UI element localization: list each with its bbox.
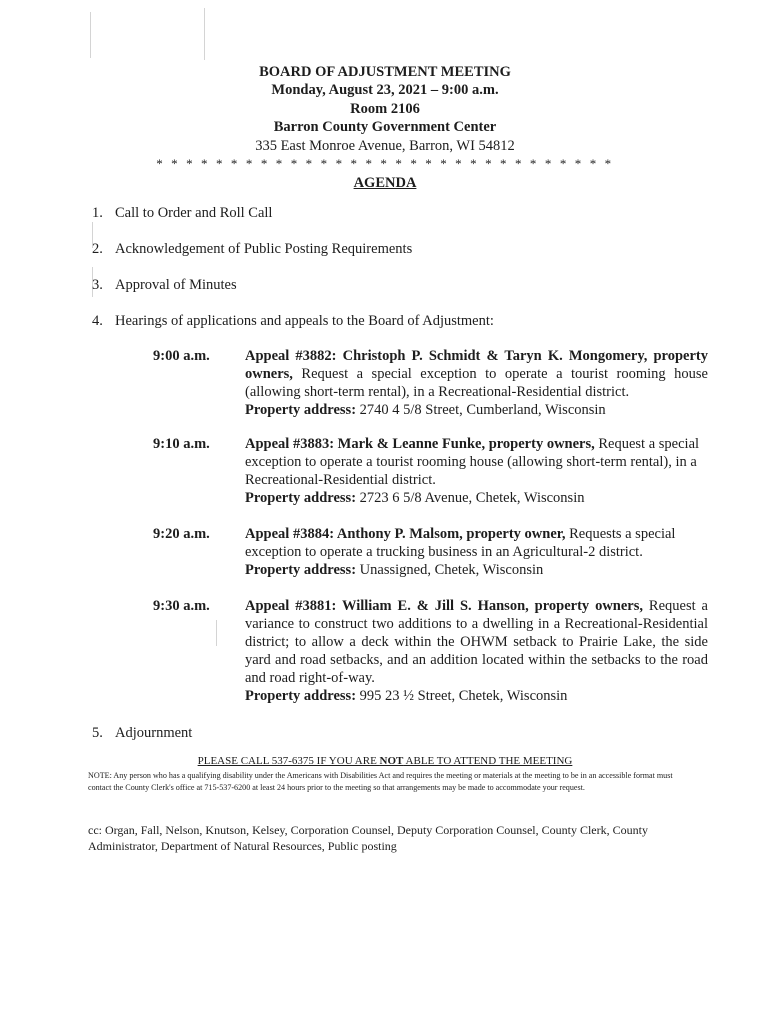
hearing-time: 9:10 a.m. xyxy=(153,436,210,452)
property-address: 2723 6 5/8 Avenue, Chetek, Wisconsin xyxy=(356,490,585,506)
attendance-notice-text: PLEASE CALL 537-6375 IF YOU ARE xyxy=(197,755,380,767)
attendance-notice-text-end: ABLE TO ATTEND THE MEETING xyxy=(403,755,573,767)
hearing-time: 9:30 a.m. xyxy=(153,598,210,614)
appeal-description: Request a special exception to operate a tourist rooming house (allowing short-term rental), in a Recreational-Residential district. xyxy=(245,366,708,400)
appeal-description: Request a special exception to operate a tourist rooming house (allowing short-term rental), in a Recreational-Residential district. xyxy=(245,436,700,488)
agenda-item xyxy=(92,312,494,330)
appeal-description: Request a variance to construct two additions to a dwelling in a Recreational-Residential district; to allow a deck within the OHWM setback to Prairie Lake, the side yard and road setbacks, and an addition located within the setbacks to the road and road right-of-way. xyxy=(245,598,708,686)
meeting-room: Room 2106 xyxy=(350,100,420,117)
appeal-title: Appeal #3882: Christoph P. Schmidt & Taryn K. Mongomery, property owners, xyxy=(245,348,708,382)
hearing-details xyxy=(245,597,708,705)
attendance-notice-emphasis: NOT xyxy=(379,755,404,767)
property-address-label: Property address: xyxy=(245,402,357,418)
agenda-item-number: 4. xyxy=(92,313,103,329)
meeting-address: 335 East Monroe Avenue, Barron, WI 54812 xyxy=(255,137,515,154)
meeting-date-time: Monday, August 23, 2021 – 9:00 a.m. xyxy=(271,82,499,99)
meeting-header xyxy=(0,63,770,193)
appeal-description: Requests a special exception to operate a trucking business in an Agricultural-2 district. xyxy=(245,526,676,560)
agenda-item xyxy=(92,276,237,294)
property-address: 995 23 ½ Street, Chetek, Wisconsin xyxy=(356,688,568,704)
agenda-item-number: 5. xyxy=(92,725,103,741)
agenda-item-text: Adjournment xyxy=(115,725,193,741)
star-separator: * * * * * * * * * * * * * * * * * * * * * * * * * * * * * * * xyxy=(156,156,614,172)
agenda-heading: AGENDA xyxy=(353,175,417,192)
attendance-notice xyxy=(0,755,770,768)
property-address-label: Property address: xyxy=(245,562,357,578)
scan-artifact xyxy=(90,12,91,58)
agenda-item xyxy=(92,240,412,258)
hearing-time: 9:20 a.m. xyxy=(153,526,210,542)
appeal-title: Appeal #3884: Anthony P. Malsom, property owner, xyxy=(245,526,566,542)
agenda-item-number: 1. xyxy=(92,205,103,221)
property-address: Unassigned, Chetek, Wisconsin xyxy=(356,562,544,578)
agenda-item-text: Hearings of applications and appeals to the Board of Adjustment: xyxy=(115,313,494,329)
accessibility-note: NOTE: Any person who has a qualifying disability under the Americans with Disabilities Act and requires the meeting or materials at the meeting to be in an accessible format must contact the County Clerk's office at 715-537-6200 at least 24 hours prior to the meeting so that arrangements may be made to accommodate your request. xyxy=(88,771,673,792)
property-address: 2740 4 5/8 Street, Cumberland, Wisconsin xyxy=(356,402,606,418)
property-address-label: Property address: xyxy=(245,490,357,506)
agenda-item-text: Approval of Minutes xyxy=(115,277,237,293)
cc-list: cc: Organ, Fall, Nelson, Knutson, Kelsey, Corporation Counsel, Deputy Corporation Counsel, County Clerk, County Administrator, Department of Natural Resources, Public posting xyxy=(88,823,648,853)
scan-artifact xyxy=(216,620,217,646)
meeting-venue: Barron County Government Center xyxy=(273,119,497,136)
agenda-item-number: 3. xyxy=(92,277,103,293)
agenda-item-text: Acknowledgement of Public Posting Requirements xyxy=(115,241,413,257)
agenda-item xyxy=(92,204,272,222)
hearing-details xyxy=(245,347,708,419)
agenda-item-text: Call to Order and Roll Call xyxy=(115,205,273,221)
appeal-title: Appeal #3883: Mark & Leanne Funke, property owners, xyxy=(245,436,595,452)
agenda-item-number: 2. xyxy=(92,241,103,257)
scan-artifact xyxy=(204,8,205,60)
property-address-label: Property address: xyxy=(245,688,357,704)
agenda-item xyxy=(92,724,192,742)
hearing-details xyxy=(245,525,708,579)
hearing-details xyxy=(245,435,708,507)
meeting-title: BOARD OF ADJUSTMENT MEETING xyxy=(259,64,511,80)
appeal-title: Appeal #3881: William E. & Jill S. Hanson, property owners, xyxy=(245,598,644,614)
hearing-time: 9:00 a.m. xyxy=(153,348,210,364)
